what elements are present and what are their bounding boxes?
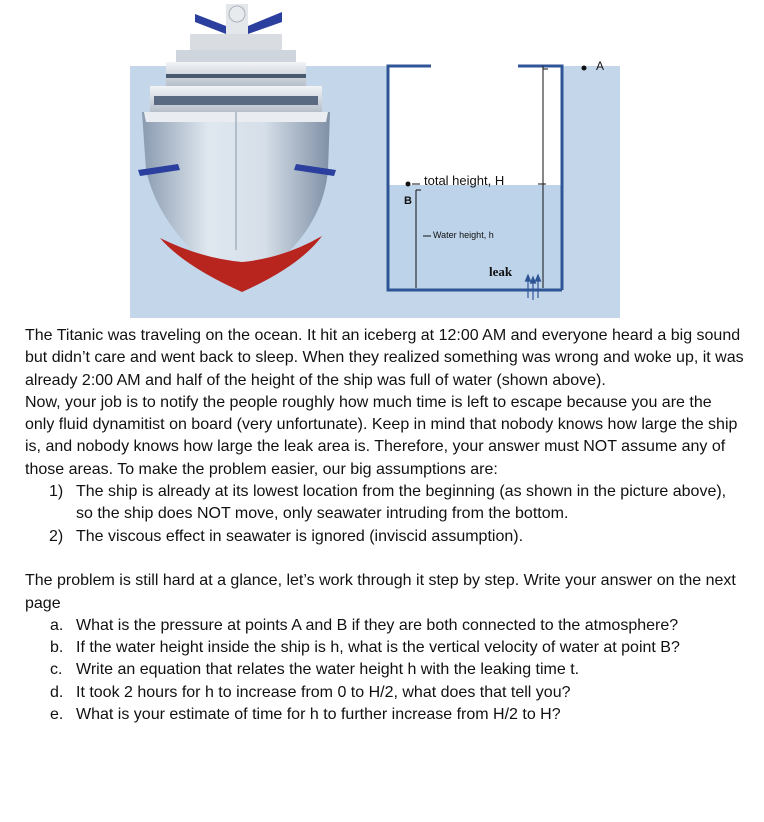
list-item [25, 481, 745, 526]
assumption-text: The ship is already at its lowest location from the beginning (as shown in the picture above), so the ship does NOT move, only seawater intruding from the bottom. [76, 483, 727, 523]
list-item [25, 659, 745, 681]
diagram-svg [0, 0, 764, 322]
intro-paragraph-2: Now, your job is to notify the people roughly how much time is left to escape because you are the only fluid dynamitist on board (very unfortunate). Keep in mind that nobody knows how large the ship is, and nobody knows how large the leak area is. Therefore, your answer must NOT assume any of those areas. To make the problem easier, our big assumptions are: [25, 393, 738, 478]
label-total-height: total height, H [424, 173, 505, 188]
point-a-dot [582, 66, 587, 71]
intro-paragraph-1: The Titanic was traveling on the ocean. It hit an iceberg at 12:00 AM and everyone heard a big sound but didn’t care and went back to sleep. When they realized something was wrong and woke up, it was already 2:00 AM and half of the height of the ship was full of water (shown above). [25, 327, 744, 389]
question-text: It took 2 hours for h to increase from 0 to H/2, what does that tell you? [76, 683, 571, 701]
list-marker: e. [50, 706, 64, 724]
list-marker: 1) [49, 483, 64, 501]
point-b-dot [406, 182, 411, 187]
titanic-figure [0, 0, 764, 322]
list-marker: 2) [49, 527, 64, 545]
question-text: If the water height inside the ship is h, what is the vertical velocity of water at point B? [76, 639, 680, 657]
label-leak: leak [489, 264, 513, 279]
question-text: What is the pressure at points A and B if they are both connected to the atmosphere? [76, 616, 679, 634]
list-marker: b. [50, 639, 64, 657]
list-item [25, 682, 745, 704]
list-item [25, 704, 745, 726]
list-item [25, 637, 745, 659]
assumption-list [25, 481, 745, 548]
problem-intro: The problem is still hard at a glance, let’s work through it step by step. Write your answer on the next page [25, 572, 736, 612]
spacer [25, 548, 745, 570]
leak-arrows [526, 275, 541, 300]
list-marker: c. [50, 661, 63, 679]
question-list [25, 615, 745, 726]
list-item [25, 526, 745, 548]
assumption-text: The viscous effect in seawater is ignored (inviscid assumption). [76, 527, 524, 545]
label-water-height: Water height, h [433, 230, 494, 240]
label-point-a: A [596, 59, 605, 73]
list-item [25, 615, 745, 637]
problem-text [25, 325, 745, 726]
question-text: What is your estimate of time for h to further increase from H/2 to H? [76, 706, 561, 724]
question-text: Write an equation that relates the water height h with the leaking time t. [76, 661, 580, 679]
label-point-b: B [404, 195, 412, 207]
list-marker: d. [50, 683, 64, 701]
list-marker: a. [50, 616, 64, 634]
